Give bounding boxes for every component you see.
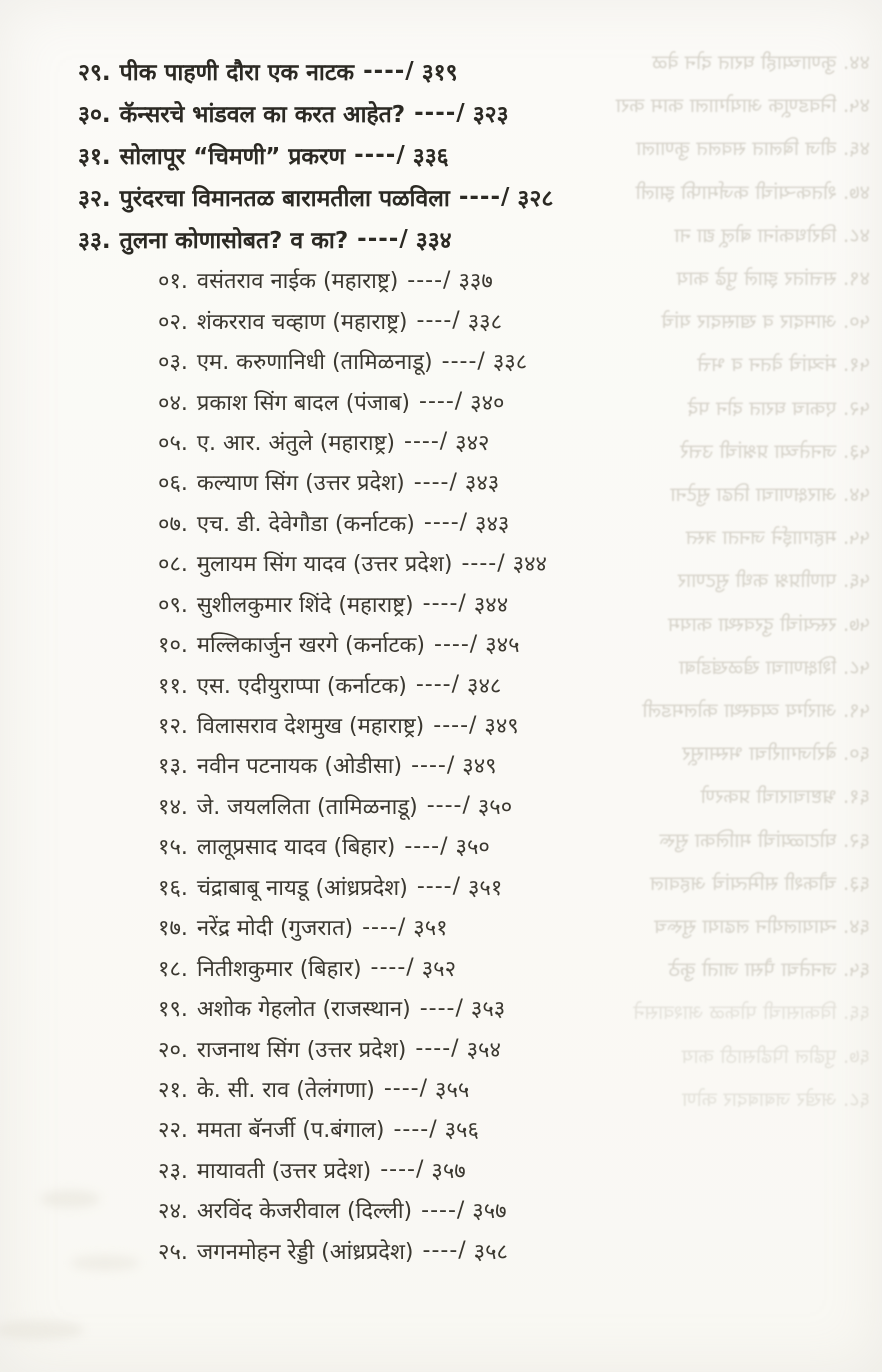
entry-number: ०७. (158, 511, 188, 537)
entry-title: कल्याण सिंग (उत्तर प्रदेश) (196, 471, 405, 497)
entry-title: नितीशकुमार (बिहार) (196, 956, 362, 982)
entry-number: ३०. (78, 102, 111, 128)
entry-number: ३१. (78, 144, 111, 170)
leader-dashes: ----/ (357, 226, 409, 252)
chapter-entry (0, 176, 882, 218)
entry-title: सुशीलकुमार शिंदे (महाराष्ट्र) (196, 592, 414, 618)
bleedthrough-text: ५८. शिक्षणाचा खेळखंडोबा (679, 654, 870, 679)
leader-dashes: ----/ (434, 631, 479, 657)
bleedthrough-text: ६७. पुढील पिढीसाठी काय (681, 1043, 870, 1068)
entry-number: ०३. (158, 350, 188, 376)
chapter-entry (0, 92, 882, 134)
cm-entry (0, 1150, 882, 1190)
entry-title: मायावती (उत्तर प्रदेश) (196, 1158, 372, 1184)
entry-title: तुलना कोणासोबत? व का? (119, 228, 349, 254)
bleedthrough-text: ५९. आरोग्य व्यवस्था कोलमडली (642, 698, 870, 722)
entry-page-number: ३५० (477, 794, 513, 820)
bleedthrough-text: ६४. न्यायालयीन लढाया सुरूच (654, 914, 870, 938)
bleedthrough-text: ४४. कुणाच्याही घरात दोन वेळ (652, 50, 870, 74)
entry-page-number: ३१९ (421, 60, 458, 86)
entry-page-number: ३४३ (464, 471, 500, 497)
entry-title: अरविंद केजरीवाल (दिल्ली) (196, 1199, 413, 1225)
entry-page-number: ३३४ (415, 228, 452, 254)
entry-number: १५. (158, 835, 188, 861)
entry-page-number: ३५१ (467, 875, 503, 901)
entry-number: १३. (158, 754, 188, 780)
entry-page-number: ३४० (470, 390, 505, 416)
leader-dashes: ----/ (414, 100, 466, 126)
chapter-entry (0, 134, 882, 176)
cm-entry (0, 1190, 882, 1230)
entry-title: मल्लिकार्जुन खरगे (कर्नाटक) (196, 633, 426, 659)
entry-number: १४. (158, 794, 188, 820)
entry-title: राजनाथ सिंग (उत्तर प्रदेश) (196, 1037, 407, 1063)
cm-entry (0, 260, 882, 300)
leader-dashes: ----/ (383, 1076, 429, 1102)
entry-number: ३३. (78, 228, 111, 254)
bleedthrough-text: ५४. आरक्षणाचा तिढा सुटेना (670, 482, 870, 506)
entry-title: पुरंदरचा विमानतळ बारामतीला पळविला (119, 186, 450, 212)
bleedthrough-text: ५१. मंत्र्यांचे वेतन व भत्ते (697, 352, 870, 377)
bleedthrough-text: ६६. विकासाची पोकळ आश्वासने (633, 1000, 870, 1025)
entry-number: २३. (158, 1158, 188, 1184)
entry-number: ०६. (158, 471, 188, 497)
entry-number: २५. (158, 1239, 188, 1265)
leader-dashes: ----/ (413, 469, 458, 495)
entry-title: एच. डी. देवेगौडा (कर्नाटक) (196, 511, 415, 537)
entry-number: ११. (158, 673, 188, 699)
entry-number: १२. (158, 714, 188, 740)
bleedthrough-text: ६३. चौकशी समित्यांचे अहवाल (650, 870, 870, 895)
chapter-list (0, 50, 882, 260)
leader-dashes: ----/ (415, 1036, 460, 1062)
leader-dashes: ----/ (404, 429, 449, 455)
leader-dashes: ----/ (404, 833, 449, 859)
entry-page-number: ३४४ (473, 592, 509, 618)
cm-entry (0, 1028, 882, 1068)
entry-page-number: ३५७ (472, 1199, 507, 1225)
entry-number: ३२. (78, 186, 111, 212)
entry-title: कॅन्सरचे भांडवल का करत आहेत? (119, 102, 406, 128)
entry-number: ०९. (158, 592, 188, 618)
cm-entry (0, 664, 882, 704)
entry-page-number: ३३६ (412, 144, 449, 170)
entry-page-number: ३४३ (475, 511, 510, 537)
cm-entry (0, 786, 882, 826)
leader-dashes: ----/ (411, 752, 456, 778)
entry-page-number: ३५२ (421, 956, 457, 982)
entry-page-number: ३४९ (484, 714, 519, 740)
bleedthrough-text: ५६. पाणीप्रश्न कधी सुटणार (677, 568, 870, 593)
entry-page-number: ३४२ (455, 430, 490, 456)
cm-entry (0, 705, 882, 745)
cm-entry (0, 1109, 882, 1149)
entry-number: १७. (158, 916, 188, 942)
entry-number: २४. (158, 1199, 188, 1225)
bleedthrough-text: ६१. भ्रष्टाचाराची प्रकरणे (700, 784, 870, 809)
entry-title: प्रकाश सिंग बादल (पंजाब) (196, 390, 410, 416)
leader-dashes: ----/ (426, 793, 471, 819)
entry-title: जगनमोहन रेड्डी (आंध्रप्रदेश) (196, 1239, 414, 1265)
entry-title: वसंतराव नाईक (महाराष्ट्र) (196, 269, 399, 295)
cm-entry (0, 907, 882, 947)
leader-dashes: ----/ (416, 308, 461, 334)
entry-page-number: ३५४ (466, 1037, 501, 1063)
leader-dashes: ----/ (419, 389, 464, 415)
entry-number: २०. (158, 1037, 188, 1063)
leader-dashes: ----/ (423, 510, 469, 536)
leader-dashes: ----/ (461, 550, 506, 576)
bleedthrough-text: ४५. निवडणूक आयोगाला काम करा (615, 93, 870, 118)
leader-dashes: ----/ (407, 267, 452, 293)
entry-title: अशोक गेहलोत (राजस्थान) (196, 997, 411, 1023)
entry-number: २२. (158, 1118, 188, 1144)
leader-dashes: ----/ (363, 58, 415, 84)
leader-dashes: ----/ (419, 995, 464, 1021)
entry-title: पीक पाहणी दौरा एक नाटक (119, 60, 355, 86)
bleedthrough-text: ५३. जनतेच्या प्रश्नांची उत्तरे (680, 438, 870, 463)
chapter-entry (0, 50, 882, 92)
bleedthrough-text: ४८. विरोधकांना बोलू द्या ना (674, 222, 870, 247)
entry-title: ममता बॅनर्जी (प.बंगाल) (196, 1118, 385, 1144)
entry-title: एम. करुणानिधी (तामिळनाडू) (196, 350, 433, 376)
cm-entry (0, 462, 882, 502)
entry-title: लालूप्रसाद यादव (बिहार) (196, 835, 396, 861)
leader-dashes: ----/ (422, 591, 467, 617)
entry-page-number: ३५५ (435, 1077, 470, 1103)
entry-page-number: ३४५ (485, 633, 520, 659)
entry-number: ०२. (158, 309, 188, 335)
bleedthrough-text: ४७. शेतकऱ्यांची कर्जमाफी झाली (635, 179, 870, 204)
leader-dashes: ----/ (458, 184, 511, 210)
entry-title: ए. आर. अंतुले (महाराष्ट्र) (196, 430, 395, 456)
entry-page-number: ३५७ (431, 1158, 466, 1184)
entry-number: २१. (158, 1077, 188, 1103)
cm-entry (0, 584, 882, 624)
cm-entry (0, 300, 882, 340)
leader-dashes: ----/ (393, 1116, 438, 1142)
entry-page-number: ३५३ (470, 997, 506, 1023)
chapter-entry (0, 218, 882, 260)
leader-dashes: ----/ (441, 348, 486, 374)
cm-entry (0, 947, 882, 987)
entry-page-number: ३३७ (458, 269, 493, 295)
cm-entry (0, 867, 882, 907)
cm-entry (0, 745, 882, 785)
cm-entry (0, 1069, 882, 1109)
entry-number: ०१. (158, 269, 188, 295)
entry-number: १०. (158, 633, 188, 659)
leader-dashes: ----/ (362, 914, 407, 940)
entry-page-number: ३५० (455, 835, 490, 861)
entry-number: १८. (158, 956, 188, 982)
entry-title: नवीन पटनायक (ओडीसा) (196, 754, 403, 780)
entry-number: २९. (78, 60, 111, 86)
bleedthrough-text: ६०. बेरोजगारीचा भस्मासूर (682, 741, 870, 766)
entry-number: ०८. (158, 552, 188, 578)
leader-dashes: ----/ (354, 142, 406, 168)
entry-page-number: ३४९ (462, 754, 497, 780)
bleedthrough-text: ५०. आमदार व खासदार यांचे (661, 309, 870, 334)
cm-entry (0, 381, 882, 421)
bleedthrough-text: ६८. अखेर जबाबदार कोण (682, 1086, 870, 1111)
entry-title: के. सी. राव (तेलंगणा) (196, 1077, 375, 1103)
entry-page-number: ३५१ (413, 916, 448, 942)
entry-title: मुलायम सिंग यादव (उत्तर प्रदेश) (196, 552, 453, 578)
entry-page-number: ३४४ (512, 552, 547, 578)
entry-page-number: ३५८ (473, 1239, 508, 1265)
entry-title: नरेंद्र मोदी (गुजरात) (196, 916, 354, 942)
entry-page-number: ३२८ (517, 186, 554, 212)
entry-number: ०४. (158, 390, 188, 416)
bleedthrough-text: ५२. एकाच घरात दोन पदे (687, 395, 870, 420)
leader-dashes: ----/ (422, 1238, 467, 1264)
bleedthrough-text: ४६. वीज बिलात सवलत कुणाला (636, 136, 870, 161)
entry-title: एस. एदीयुराप्पा (कर्नाटक) (196, 673, 407, 699)
entry-page-number: ३५६ (444, 1118, 479, 1144)
cm-entry (0, 826, 882, 866)
entry-number: १६. (158, 875, 188, 901)
leader-dashes: ----/ (433, 712, 478, 738)
cm-entry (0, 624, 882, 664)
entry-page-number: ३४८ (467, 673, 502, 699)
bleedthrough-text: ६५. जनतेचा पैसा जातो कुठे (668, 957, 870, 982)
leader-dashes: ----/ (380, 1157, 425, 1183)
entry-title: सोलापूर “चिमणी” प्रकरण (119, 144, 346, 170)
bleedthrough-text: ५५. महागाईने जनता त्रस्त (685, 525, 870, 550)
entry-title: विलासराव देशमुख (महाराष्ट्र) (196, 714, 425, 740)
cm-entry (0, 1231, 882, 1271)
bleedthrough-text: ४९. सत्तांतर झाले पुढे काय (676, 266, 870, 290)
entry-page-number: ३२३ (472, 102, 509, 128)
leader-dashes: ----/ (370, 955, 415, 981)
leader-dashes: ----/ (415, 672, 460, 698)
cm-entry (0, 341, 882, 381)
leader-dashes: ----/ (416, 874, 461, 900)
entry-page-number: ३३८ (467, 309, 503, 335)
entry-page-number: ३३८ (492, 350, 528, 376)
cm-entry (0, 503, 882, 543)
entry-title: जे. जयललिता (तामिळनाडू) (196, 794, 418, 820)
entry-number: ०५. (158, 430, 188, 456)
entry-title: शंकरराव चव्हाण (महाराष्ट्र) (196, 309, 408, 335)
cm-entry-list (0, 260, 882, 1271)
cm-entry (0, 422, 882, 462)
leader-dashes: ----/ (421, 1197, 466, 1223)
cm-entry (0, 988, 882, 1028)
cm-entry (0, 543, 882, 583)
bleedthrough-text: ६२. घोटाळ्यांची मालिका सुरू (659, 827, 870, 852)
entry-title: चंद्राबाबू नायडू (आंध्रप्रदेश) (196, 875, 408, 901)
entry-number: १९. (158, 997, 188, 1023)
bleedthrough-text: ५७. रस्त्यांची दुरवस्था कायम (667, 611, 870, 636)
